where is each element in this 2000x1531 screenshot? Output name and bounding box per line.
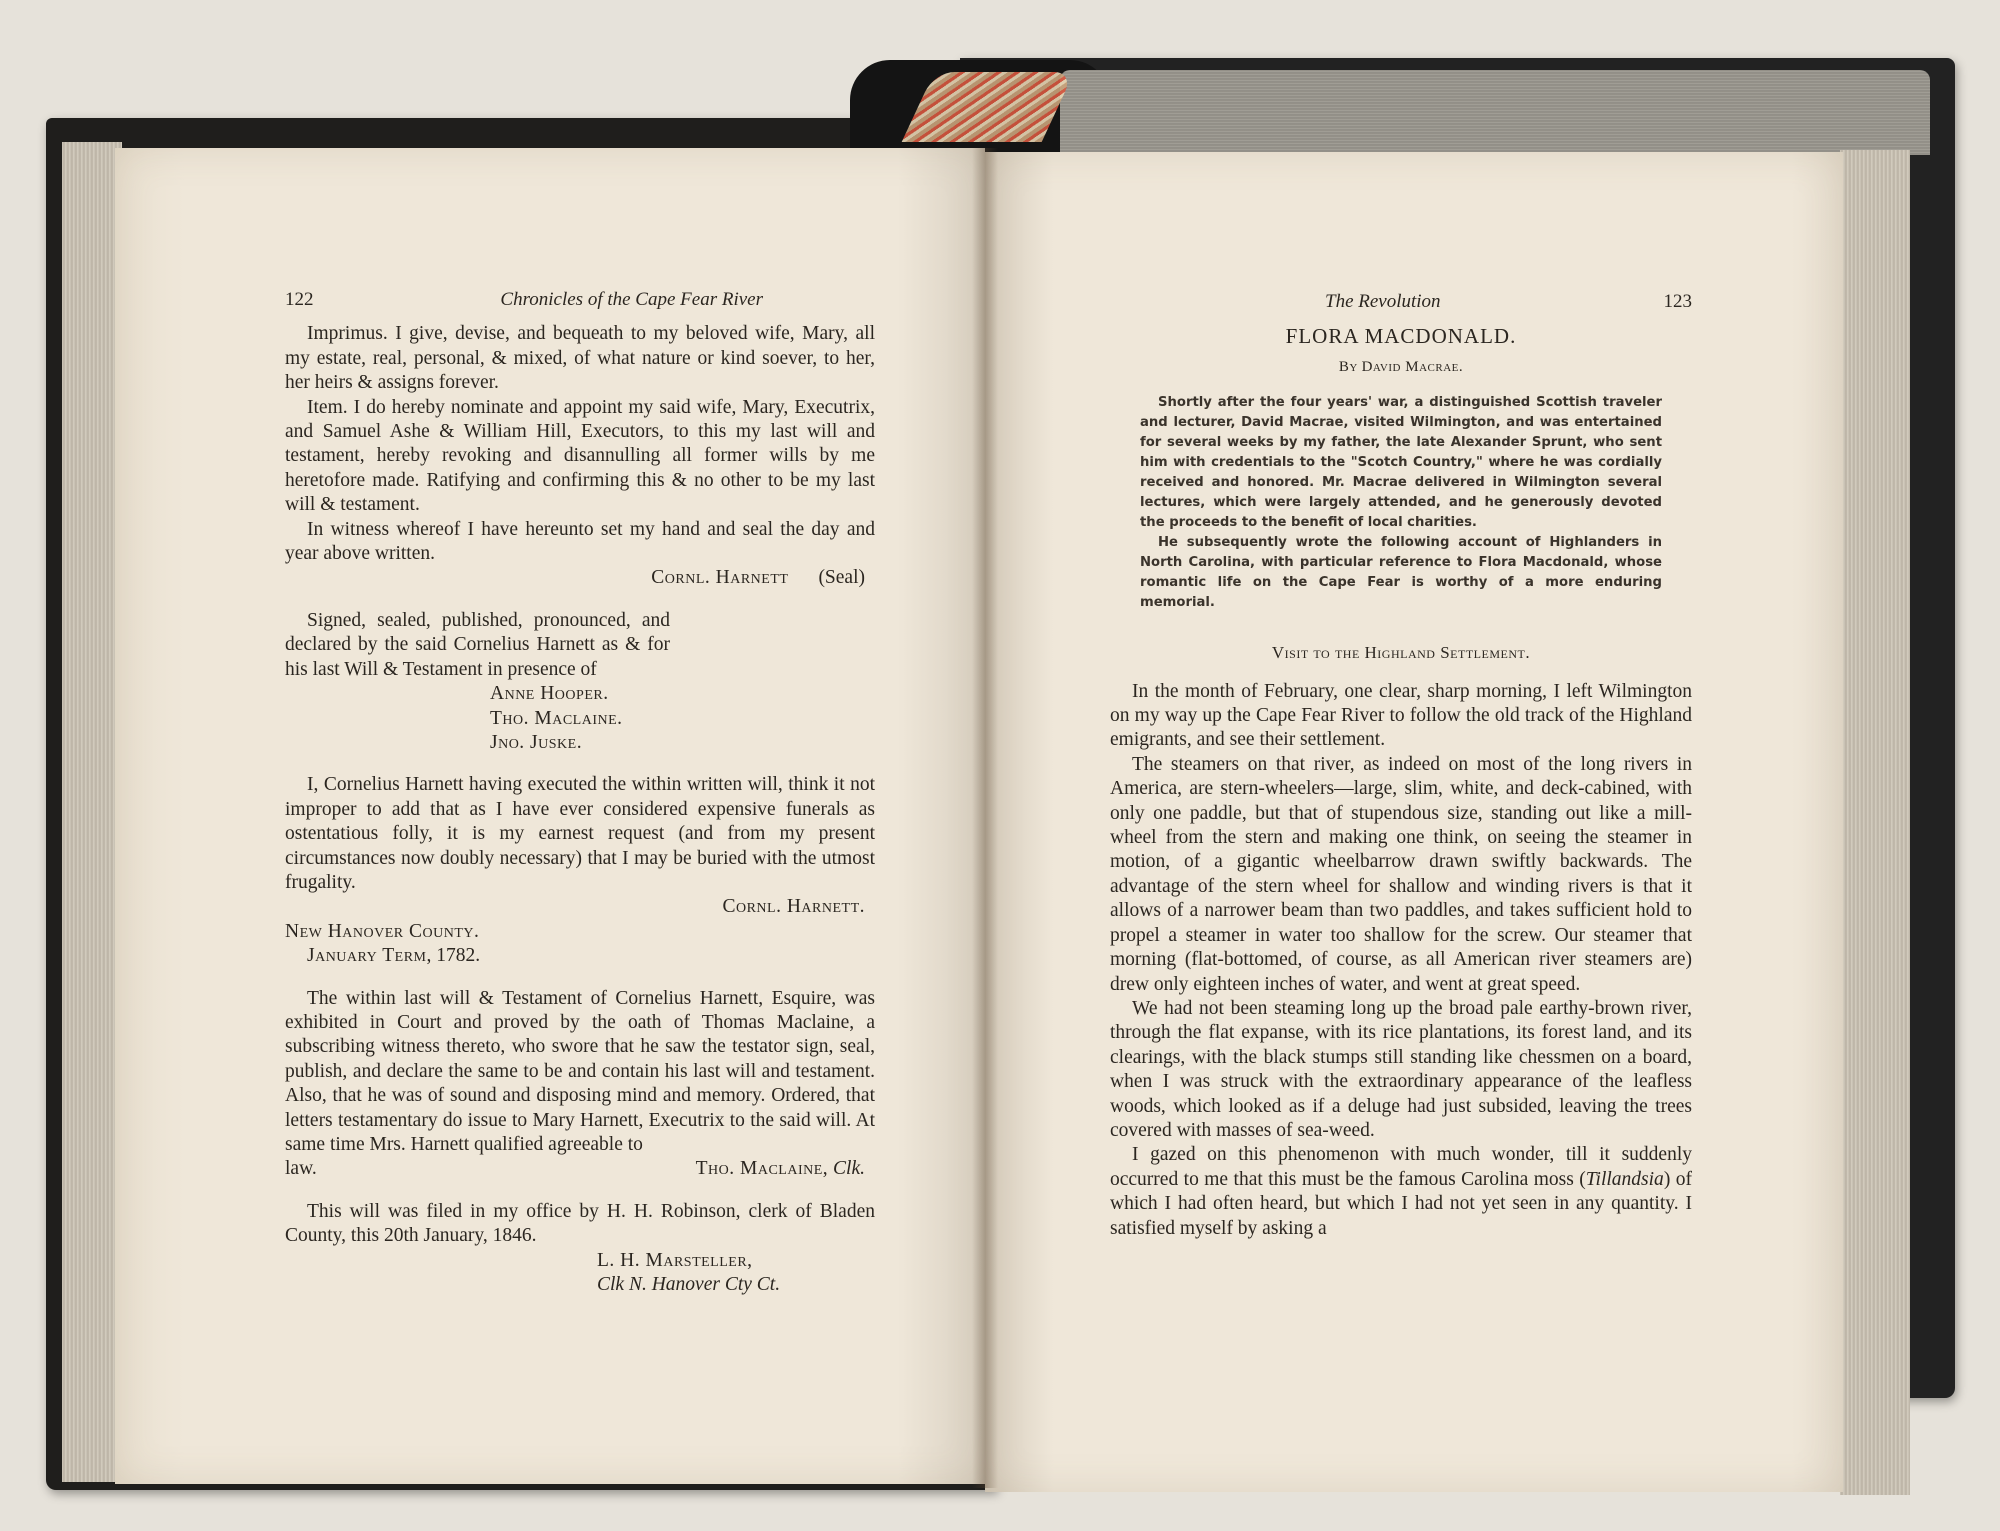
signature-harnett: Cornl. Harnett [651,567,789,589]
right-running-title: The Revolution [1325,291,1441,312]
probate-paragraph-end: law. [285,1158,317,1180]
will-paragraph-item: Item. I do hereby nominate and appoint my said wife, Mary, Executrix, and Samuel Ashe & William Hill, Executors, to this my last will and testament, hereby revoking and disannulling all former wills by me heretofore made. Ratifying and confirming this & no other to be my last will & testament. [285,396,875,516]
body-paragraph-4-start: I gazed on this phenomenon with much wonder, till it suddenly occurred to me that this must be the famous Carolina moss ( [1110,1144,1692,1190]
left-running-title: Chronicles of the Cape Fear River [500,289,763,310]
body-paragraph-2: The steamers on that river, as indeed on most of the long rivers in America, are stern-wheelers—large, slim, white, and deck-cabined, with only one paddle, but that of stupendous size, standing out like a mill-wheel from the stern and making one think, on seeing the steamer in motion, of a gigantic wheelbarrow drawn swiftly backwards. The advantage of the stern wheel for shallow and winding rivers is that it allows of a narrower beam than two paddles, and takes sufficient hold to propel a steamer in water too shallow for the screw. Our steamer that morning (flat-bottomed, of course, as all American river steamers are) drew only eighteen inches of water, and went at great speed. [1110,753,1692,995]
witness-maclaine: Tho. Maclaine. [490,707,623,729]
signed-paragraph: Signed, sealed, published, pronounced, and declared by the said Cornelius Harnett as & for his last Will & Testament in presence of [285,609,670,680]
byline-prefix: By [1338,358,1358,375]
clerk-name: Tho. Maclaine, [695,1158,829,1180]
editor-note-para-1: Shortly after the four years' war, a distinguished Scottish traveler and lecturer, David Macrae, visited Wilmington, and was entertained for several weeks by my father, the late Alexander Sprunt, who sent him with credentials to the "Scotch Country," where he was cordially received and honored. Mr. Macrae delivered in Wilmington several lectures, which were largely attended, and he generously devoted the proceeds to the benefit of local charities. [1140,395,1662,531]
witness-juske: Jno. Juske. [490,731,583,753]
codicil-paragraph: I, Cornelius Harnett having executed the within written will, think it not improper to add that as I have ever considered expensive funerals as ostentatious folly, it is my earnest request (and from my present circumstances now doubly necessary) that I may be buried with the utmost frugality. [285,774,875,893]
byline-name: David Macrae. [1361,358,1464,375]
page-block-top-edge [1060,70,1930,155]
body-paragraph-4-end: ) of which I had often heard, but which I had not yet seen in any quantity. I satisfied myself by asking a [1110,1168,1692,1239]
left-page-number: 122 [285,289,314,310]
page-edges-right [1840,150,1910,1495]
right-page-number: 123 [1663,291,1692,312]
signed-block [285,609,670,682]
clerk-line [285,1157,875,1181]
filer-title: Clk N. Hanover Cty Ct. [597,1274,781,1296]
signature-line-1 [285,566,875,590]
term-label: January Term [307,945,427,967]
clerk-title: Clk. [833,1158,865,1180]
right-page-text [1110,290,1692,1241]
witness-hooper: Anne Hooper. [490,683,609,705]
body-paragraph-1: In the month of February, one clear, sharp morning, I left Wilmington on my way up the Cape Fear River to follow the old track of the Highland emigrants, and see their settlement. [1110,680,1692,751]
body-paragraph-4 [1110,1143,1692,1241]
probate-paragraph: The within last will & Testament of Cornelius Harnett, Esquire, was exhibited in Court and proved by the oath of Thomas Maclaine, a subscribing witness thereto, who swore that he saw the testator sign, seal, publish, and declare the same to be and contain his last will and testament. Also, that he was of sound and disposing mind and memory. Ordered, that letters testamentary do issue to Mary Harnett, Executrix to the said will. At same time Mrs. Harnett qualified agreeable to [285,987,875,1155]
signature-harnett-2: Cornl. Harnett. [722,896,865,918]
article-title: FLORA MACDONALD. [1285,324,1517,349]
term-line [285,944,875,968]
left-running-head [285,288,875,312]
will-paragraph-witness: In witness whereof I have hereunto set my hand and seal the day and year above written. [285,518,875,565]
left-page-text [285,288,875,1297]
body-paragraph-4-italic: Tillandsia [1585,1168,1664,1190]
byline [1110,355,1692,379]
book-gutter [972,148,998,1488]
editor-note [1140,393,1662,613]
will-paragraph-imprimus: Imprimus. I give, devise, and bequeath to my beloved wife, Mary, all my estate, real, personal, & mixed, of what nature or kind soever, to her, her heirs & assigns forever. [285,323,875,394]
body-paragraph-3: We had not been steaming long up the broad pale earthy-brown river, through the flat expanse, with its rice plantations, its forest land, and its clearings, with the black stumps still standing like chessmen on a board, when I was struck with the extraordinary appearance of the leafless woods, which looked as if a deluge had just subsided, leaving the trees covered with masses of sea-weed. [1110,997,1692,1141]
filer-name: L. H. Marsteller, [597,1249,753,1271]
page-edges-left [62,142,122,1482]
filing-paragraph: This will was filed in my office by H. H. Robinson, clerk of Bladen County, this 20th January, 1846. [285,1200,875,1247]
section-heading: Visit to the Highland Settlement. [1271,643,1531,663]
term-year: , 1782. [426,945,481,967]
editor-note-para-2: He subsequently wrote the following account of Highlanders in North Carolina, with particular reference to Flora Macdonald, whose romantic life on the Cape Fear is worthy of a more enduring memorial. [1140,535,1662,611]
right-running-head [1110,290,1692,314]
seal-label: (Seal) [818,567,865,589]
county-heading: New Hanover County. [285,920,480,942]
